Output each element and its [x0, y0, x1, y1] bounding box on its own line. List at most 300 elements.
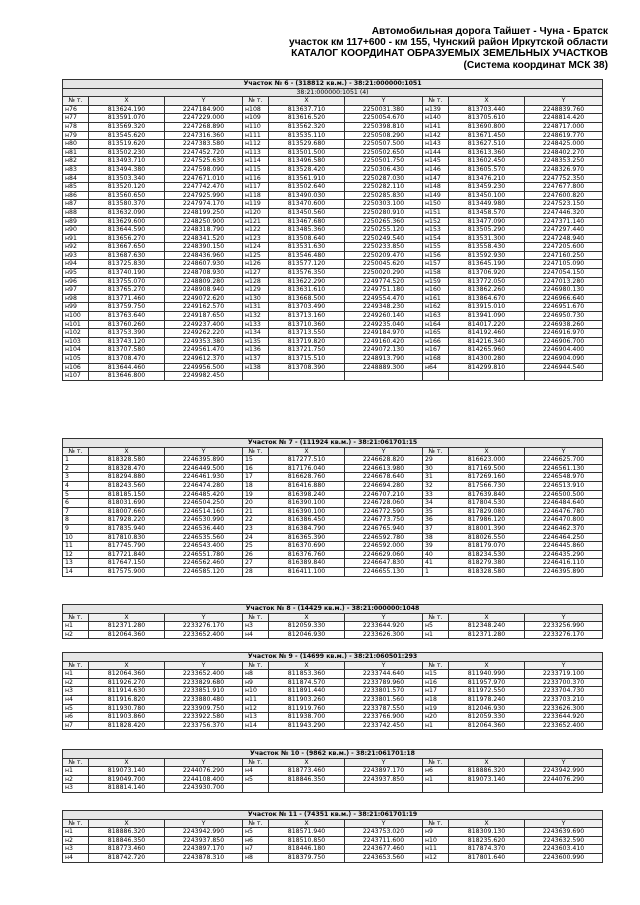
- y-coordinate-cell: 2246562.460: [165, 559, 243, 568]
- x-coordinate-cell: 818179.070: [449, 542, 525, 551]
- point-number-cell: 20: [243, 499, 269, 508]
- point-number-cell: н1: [63, 767, 89, 776]
- column-header-num: № т.: [423, 613, 449, 622]
- x-coordinate-cell: 813708.470: [89, 355, 165, 364]
- x-coordinate-cell: 818742.720: [89, 853, 165, 862]
- table-row: [63, 456, 603, 465]
- y-coordinate-cell: 2243653.560: [345, 853, 423, 862]
- column-header-num: № т.: [243, 613, 269, 622]
- header-catalog-title: КАТАЛОГ КООРДИНАТ ОБРАЗУЕМЫХ ЗЕМЕЛЬНЫХ УЧАСТКОВ: [291, 48, 608, 60]
- x-coordinate-cell: 812064.360: [449, 721, 525, 730]
- point-number-cell: н148: [423, 183, 449, 192]
- x-coordinate-cell: [449, 784, 525, 793]
- x-coordinate-cell: 813743.120: [89, 337, 165, 346]
- point-number-cell: н2: [63, 678, 89, 687]
- y-coordinate-cell: 2233700.370: [525, 678, 603, 687]
- y-coordinate-cell: 2250502.650: [345, 148, 423, 157]
- y-coordinate-cell: 2243942.990: [165, 828, 243, 837]
- x-coordinate-cell: 811828.420: [89, 721, 165, 730]
- table-row: [63, 473, 603, 482]
- point-number-cell: н161: [423, 294, 449, 303]
- x-coordinate-cell: 817269.160: [449, 473, 525, 482]
- table-row: [63, 524, 603, 533]
- x-coordinate-cell: 813528.420: [269, 165, 345, 174]
- y-coordinate-cell: 2249774.520: [345, 277, 423, 286]
- x-coordinate-cell: 813708.390: [269, 363, 345, 372]
- y-coordinate-cell: 2247184.900: [165, 105, 243, 114]
- y-coordinate-cell: 2249162.570: [165, 303, 243, 312]
- point-number-cell: н9: [243, 678, 269, 687]
- x-coordinate-cell: 813624.190: [89, 105, 165, 114]
- point-number-cell: 5: [63, 490, 89, 499]
- x-coordinate-cell: 816416.880: [269, 481, 345, 490]
- x-coordinate-cell: 813529.680: [269, 140, 345, 149]
- point-number-cell: н6: [423, 767, 449, 776]
- column-header-x: X: [269, 819, 345, 828]
- y-coordinate-cell: 2248425.000: [525, 140, 603, 149]
- x-coordinate-cell: 816628.760: [269, 473, 345, 482]
- table-row: [63, 542, 603, 551]
- header-road-name: Автомобильная дорога Тайшет - Чуна - Братск: [371, 26, 608, 37]
- point-number-cell: н131: [243, 303, 269, 312]
- point-number-cell: н11: [423, 845, 449, 854]
- point-number-cell: н155: [423, 243, 449, 252]
- x-coordinate-cell: 817176.040: [269, 464, 345, 473]
- point-number-cell: н121: [243, 217, 269, 226]
- x-coordinate-cell: 813580.370: [89, 200, 165, 209]
- point-number-cell: н78: [63, 122, 89, 131]
- point-number-cell: н64: [423, 363, 449, 372]
- x-coordinate-cell: 813520.120: [89, 183, 165, 192]
- x-coordinate-cell: 811978.240: [449, 695, 525, 704]
- x-coordinate-cell: [269, 784, 345, 793]
- x-coordinate-cell: 811926.270: [89, 678, 165, 687]
- point-number-cell: н141: [423, 122, 449, 131]
- y-coordinate-cell: 2248390.150: [165, 243, 243, 252]
- point-number-cell: н5: [63, 704, 89, 713]
- x-coordinate-cell: 818007.660: [89, 507, 165, 516]
- x-coordinate-cell: 813753.390: [89, 329, 165, 338]
- column-header-y: Y: [345, 758, 423, 767]
- x-coordinate-cell: 813668.500: [269, 294, 345, 303]
- point-number-cell: н168: [423, 355, 449, 364]
- y-coordinate-cell: 2243753.020: [345, 828, 423, 837]
- point-number-cell: н87: [63, 200, 89, 209]
- x-coordinate-cell: 813470.600: [269, 200, 345, 209]
- point-number-cell: н2: [63, 836, 89, 845]
- y-coordinate-cell: 2246530.990: [165, 516, 243, 525]
- table-row: [63, 559, 603, 568]
- y-coordinate-cell: 2246500.500: [525, 490, 603, 499]
- y-coordinate-cell: 2248353.250: [525, 157, 603, 166]
- x-coordinate-cell: 813502.640: [269, 183, 345, 192]
- table-row: [63, 507, 603, 516]
- y-coordinate-cell: 2250508.290: [345, 131, 423, 140]
- y-coordinate-cell: 2246938.260: [525, 320, 603, 329]
- y-coordinate-cell: 2233851.910: [165, 687, 243, 696]
- x-coordinate-cell: 813713.550: [269, 329, 345, 338]
- x-coordinate-cell: 813561.910: [269, 174, 345, 183]
- table-row: [63, 363, 603, 372]
- x-coordinate-cell: 816411.100: [269, 567, 345, 576]
- y-coordinate-cell: 2233744.640: [345, 670, 423, 679]
- x-coordinate-cell: 818846.350: [89, 836, 165, 845]
- y-coordinate-cell: 2248708.930: [165, 269, 243, 278]
- point-number-cell: н1: [423, 775, 449, 784]
- point-number-cell: н113: [243, 148, 269, 157]
- y-coordinate-cell: 2248199.250: [165, 208, 243, 217]
- table-row: [63, 165, 603, 174]
- point-number-cell: 9: [63, 524, 89, 533]
- column-header-x: X: [89, 758, 165, 767]
- x-coordinate-cell: 818185.150: [89, 490, 165, 499]
- y-coordinate-cell: 2250285.830: [345, 191, 423, 200]
- point-number-cell: 1: [423, 567, 449, 576]
- y-coordinate-cell: 2246694.280: [345, 481, 423, 490]
- y-coordinate-cell: [525, 372, 603, 381]
- x-coordinate-cell: 812064.360: [89, 670, 165, 679]
- column-header-num: № т.: [423, 758, 449, 767]
- point-number-cell: н97: [63, 286, 89, 295]
- point-number-cell: 14: [63, 567, 89, 576]
- column-header-y: Y: [525, 97, 603, 106]
- y-coordinate-cell: [525, 784, 603, 793]
- point-number-cell: н110: [243, 122, 269, 131]
- table-row: [63, 140, 603, 149]
- y-coordinate-cell: 2248341.520: [165, 234, 243, 243]
- x-coordinate-cell: 813703.440: [449, 105, 525, 114]
- x-coordinate-cell: 817986.120: [449, 516, 525, 525]
- y-coordinate-cell: 2247974.170: [165, 200, 243, 209]
- y-coordinate-cell: 2249956.500: [165, 363, 243, 372]
- point-number-cell: н19: [423, 704, 449, 713]
- x-coordinate-cell: 813531.630: [269, 243, 345, 252]
- table-row: [63, 312, 603, 321]
- y-coordinate-cell: [345, 372, 423, 381]
- x-coordinate-cell: 817277.510: [269, 456, 345, 465]
- y-coordinate-cell: 2243711.600: [345, 836, 423, 845]
- y-coordinate-cell: 2243942.990: [525, 767, 603, 776]
- x-coordinate-cell: 813493.710: [89, 157, 165, 166]
- x-coordinate-cell: 813710.360: [269, 320, 345, 329]
- point-number-cell: 6: [63, 499, 89, 508]
- x-coordinate-cell: 813667.650: [89, 243, 165, 252]
- y-coordinate-cell: 2250045.620: [345, 260, 423, 269]
- point-number-cell: н77: [63, 114, 89, 123]
- y-coordinate-cell: 2233276.170: [525, 630, 603, 639]
- point-number-cell: 38: [423, 533, 449, 542]
- x-coordinate-cell: 811919.760: [269, 704, 345, 713]
- table-row: [63, 533, 603, 542]
- column-header-x: X: [269, 758, 345, 767]
- point-number-cell: 25: [243, 542, 269, 551]
- column-header-num: № т.: [243, 661, 269, 670]
- column-header-y: Y: [525, 758, 603, 767]
- x-coordinate-cell: 812059.330: [269, 622, 345, 631]
- point-number-cell: 24: [243, 533, 269, 542]
- table-row: [63, 622, 603, 631]
- column-header-x: X: [449, 819, 525, 828]
- x-coordinate-cell: 817647.150: [89, 559, 165, 568]
- point-number-cell: н8: [243, 670, 269, 679]
- table-row: [63, 174, 603, 183]
- point-number-cell: н3: [63, 687, 89, 696]
- y-coordinate-cell: 2246980.130: [525, 286, 603, 295]
- y-coordinate-cell: 2233626.300: [525, 704, 603, 713]
- table-row: [63, 704, 603, 713]
- x-coordinate-cell: 818001.390: [449, 524, 525, 533]
- coordinate-table: [62, 749, 603, 793]
- point-number-cell: н95: [63, 269, 89, 278]
- x-coordinate-cell: 811972.550: [449, 687, 525, 696]
- table-row: [63, 200, 603, 209]
- x-coordinate-cell: 813569.320: [89, 122, 165, 131]
- x-coordinate-cell: 818328.580: [449, 567, 525, 576]
- table-row: [63, 775, 603, 784]
- column-header-x: X: [269, 97, 345, 106]
- y-coordinate-cell: 2246950.730: [525, 312, 603, 321]
- y-coordinate-cell: 2248814.420: [525, 114, 603, 123]
- x-coordinate-cell: 813759.750: [89, 303, 165, 312]
- y-coordinate-cell: 2249072.620: [165, 294, 243, 303]
- table-row: [63, 320, 603, 329]
- table-row: [63, 828, 603, 837]
- table-row: [63, 464, 603, 473]
- x-coordinate-cell: 814299.810: [449, 363, 525, 372]
- point-number-cell: 37: [423, 524, 449, 533]
- point-number-cell: н3: [63, 784, 89, 793]
- y-coordinate-cell: 2246536.440: [165, 524, 243, 533]
- point-number-cell: н101: [63, 320, 89, 329]
- y-coordinate-cell: 2233652.400: [525, 721, 603, 730]
- column-header-num: № т.: [423, 819, 449, 828]
- y-coordinate-cell: 2233766.900: [345, 713, 423, 722]
- x-coordinate-cell: 818773.460: [89, 845, 165, 854]
- point-number-cell: н2: [63, 630, 89, 639]
- y-coordinate-cell: 2248436.960: [165, 251, 243, 260]
- x-coordinate-cell: 813546.480: [269, 251, 345, 260]
- x-coordinate-cell: 813545.620: [89, 131, 165, 140]
- y-coordinate-cell: 2243897.170: [165, 845, 243, 854]
- header-section-range: участок км 117+600 - км 155, Чунский район Иркутской области: [289, 37, 608, 49]
- x-coordinate-cell: 813496.580: [269, 157, 345, 166]
- table-row: [63, 490, 603, 499]
- y-coordinate-cell: 2246476.780: [525, 507, 603, 516]
- x-coordinate-cell: 813458.570: [449, 208, 525, 217]
- point-number-cell: н6: [243, 836, 269, 845]
- point-number-cell: 26: [243, 550, 269, 559]
- y-coordinate-cell: 2246548.970: [525, 473, 603, 482]
- y-coordinate-cell: 2249353.380: [165, 337, 243, 346]
- y-coordinate-cell: 2247446.320: [525, 208, 603, 217]
- point-number-cell: н120: [243, 208, 269, 217]
- column-header-y: Y: [165, 758, 243, 767]
- point-number-cell: н15: [423, 670, 449, 679]
- x-coordinate-cell: 813576.350: [269, 269, 345, 278]
- y-coordinate-cell: 2247600.820: [525, 191, 603, 200]
- x-coordinate-cell: 819049.700: [89, 775, 165, 784]
- point-number-cell: н94: [63, 260, 89, 269]
- y-coordinate-cell: 2247677.800: [525, 183, 603, 192]
- x-coordinate-cell: 813477.090: [449, 217, 525, 226]
- x-coordinate-cell: 813467.680: [269, 217, 345, 226]
- table-row: [63, 784, 603, 793]
- x-coordinate-cell: 818571.940: [269, 828, 345, 837]
- point-number-cell: н88: [63, 208, 89, 217]
- point-number-cell: н1: [63, 828, 89, 837]
- y-coordinate-cell: 2246561.130: [525, 464, 603, 473]
- y-coordinate-cell: 2246592.780: [345, 533, 423, 542]
- point-number-cell: 39: [423, 542, 449, 551]
- point-number-cell: 28: [243, 567, 269, 576]
- y-coordinate-cell: 2250303.100: [345, 200, 423, 209]
- table-row: [63, 713, 603, 722]
- column-header-x: X: [449, 613, 525, 622]
- point-number-cell: н109: [243, 114, 269, 123]
- x-coordinate-cell: 817745.790: [89, 542, 165, 551]
- point-number-cell: н8: [243, 853, 269, 862]
- x-coordinate-cell: 818279.380: [449, 559, 525, 568]
- coordinate-table: [62, 79, 603, 381]
- x-coordinate-cell: 818328.580: [89, 456, 165, 465]
- table-row: [63, 243, 603, 252]
- point-number-cell: н143: [423, 140, 449, 149]
- point-number-cell: н115: [243, 165, 269, 174]
- table-row: [63, 630, 603, 639]
- point-number-cell: н91: [63, 234, 89, 243]
- table-row: [63, 721, 603, 730]
- point-number-cell: н144: [423, 148, 449, 157]
- y-coordinate-cell: 2247248.940: [525, 234, 603, 243]
- section-plot-9: [62, 652, 603, 730]
- column-header-y: Y: [165, 661, 243, 670]
- x-coordinate-cell: 813703.490: [269, 303, 345, 312]
- section-title: Участок № 8 - (14429 кв.м.) - 38:21:000000:1048: [63, 605, 603, 614]
- point-number-cell: [243, 784, 269, 793]
- x-coordinate-cell: 818886.320: [89, 828, 165, 837]
- x-coordinate-cell: 811916.820: [89, 695, 165, 704]
- point-number-cell: н151: [423, 208, 449, 217]
- table-row: [63, 303, 603, 312]
- table-row: [63, 853, 603, 862]
- x-coordinate-cell: 813577.120: [269, 260, 345, 269]
- column-header-x: X: [449, 758, 525, 767]
- y-coordinate-cell: 2233801.570: [345, 687, 423, 696]
- y-coordinate-cell: 2244076.290: [165, 767, 243, 776]
- y-coordinate-cell: 2246613.980: [345, 464, 423, 473]
- column-header-num: № т.: [243, 447, 269, 456]
- y-coordinate-cell: 2243930.700: [165, 784, 243, 793]
- point-number-cell: н164: [423, 320, 449, 329]
- y-coordinate-cell: 2246906.700: [525, 337, 603, 346]
- x-coordinate-cell: 814017.220: [449, 320, 525, 329]
- y-coordinate-cell: 2246772.590: [345, 507, 423, 516]
- y-coordinate-cell: 2249184.970: [345, 329, 423, 338]
- table-row: [63, 845, 603, 854]
- point-number-cell: н108: [243, 105, 269, 114]
- table-row: [63, 114, 603, 123]
- x-coordinate-cell: 819073.140: [89, 767, 165, 776]
- y-coordinate-cell: 2243878.310: [165, 853, 243, 862]
- column-header-y: Y: [345, 97, 423, 106]
- x-coordinate-cell: 811903.860: [89, 713, 165, 722]
- x-coordinate-cell: 813671.450: [449, 131, 525, 140]
- x-coordinate-cell: 818243.560: [89, 481, 165, 490]
- point-number-cell: н100: [63, 312, 89, 321]
- y-coordinate-cell: 2248326.970: [525, 165, 603, 174]
- x-coordinate-cell: 813449.980: [449, 200, 525, 209]
- column-header-y: Y: [165, 97, 243, 106]
- y-coordinate-cell: 2246628.820: [345, 456, 423, 465]
- table-row: [63, 346, 603, 355]
- x-coordinate-cell: 818026.550: [449, 533, 525, 542]
- y-coordinate-cell: 2247205.600: [525, 243, 603, 252]
- point-number-cell: н84: [63, 174, 89, 183]
- x-coordinate-cell: 816384.790: [269, 524, 345, 533]
- point-number-cell: н76: [63, 105, 89, 114]
- section-title: Участок № 6 - (318812 кв.м.) - 38:21:000000:1051: [63, 80, 603, 89]
- point-number-cell: 13: [63, 559, 89, 568]
- y-coordinate-cell: 2246944.540: [525, 363, 603, 372]
- x-coordinate-cell: 813505.290: [449, 226, 525, 235]
- x-coordinate-cell: 811891.440: [269, 687, 345, 696]
- x-coordinate-cell: 818846.350: [269, 775, 345, 784]
- table-row: [63, 286, 603, 295]
- point-number-cell: н140: [423, 114, 449, 123]
- y-coordinate-cell: 2250287.030: [345, 174, 423, 183]
- y-coordinate-cell: 2250020.290: [345, 269, 423, 278]
- y-coordinate-cell: 2233909.750: [165, 704, 243, 713]
- y-coordinate-cell: 2243937.850: [345, 775, 423, 784]
- x-coordinate-cell: 819073.140: [449, 775, 525, 784]
- y-coordinate-cell: 2244108.400: [165, 775, 243, 784]
- column-header-num: № т.: [423, 661, 449, 670]
- point-number-cell: 34: [423, 499, 449, 508]
- y-coordinate-cell: 2246485.420: [165, 490, 243, 499]
- column-header-x: X: [269, 613, 345, 622]
- x-coordinate-cell: 813864.670: [449, 294, 525, 303]
- point-number-cell: н89: [63, 217, 89, 226]
- column-header-y: Y: [525, 447, 603, 456]
- y-coordinate-cell: 2246513.910: [525, 481, 603, 490]
- table-row: [63, 567, 603, 576]
- point-number-cell: н165: [423, 329, 449, 338]
- table-row: [63, 695, 603, 704]
- y-coordinate-cell: 2248250.900: [165, 217, 243, 226]
- x-coordinate-cell: 818773.460: [269, 767, 345, 776]
- table-row: [63, 251, 603, 260]
- y-coordinate-cell: 2246445.860: [525, 542, 603, 551]
- y-coordinate-cell: 2246904.400: [525, 346, 603, 355]
- point-number-cell: н128: [243, 277, 269, 286]
- y-coordinate-cell: 2246916.970: [525, 329, 603, 338]
- point-number-cell: 35: [423, 507, 449, 516]
- x-coordinate-cell: 813519.620: [89, 140, 165, 149]
- x-coordinate-cell: 816390.100: [269, 499, 345, 508]
- y-coordinate-cell: 2250249.540: [345, 234, 423, 243]
- point-number-cell: н18: [423, 695, 449, 704]
- x-coordinate-cell: 817804.530: [449, 499, 525, 508]
- x-coordinate-cell: 813531.300: [449, 234, 525, 243]
- y-coordinate-cell: 2248809.280: [165, 277, 243, 286]
- y-coordinate-cell: 2246484.640: [525, 499, 603, 508]
- y-coordinate-cell: 2247229.000: [165, 114, 243, 123]
- y-coordinate-cell: 2233787.550: [345, 704, 423, 713]
- y-coordinate-cell: 2249187.650: [165, 312, 243, 321]
- table-row: [63, 208, 603, 217]
- column-header-num: № т.: [423, 447, 449, 456]
- y-coordinate-cell: 2250398.810: [345, 122, 423, 131]
